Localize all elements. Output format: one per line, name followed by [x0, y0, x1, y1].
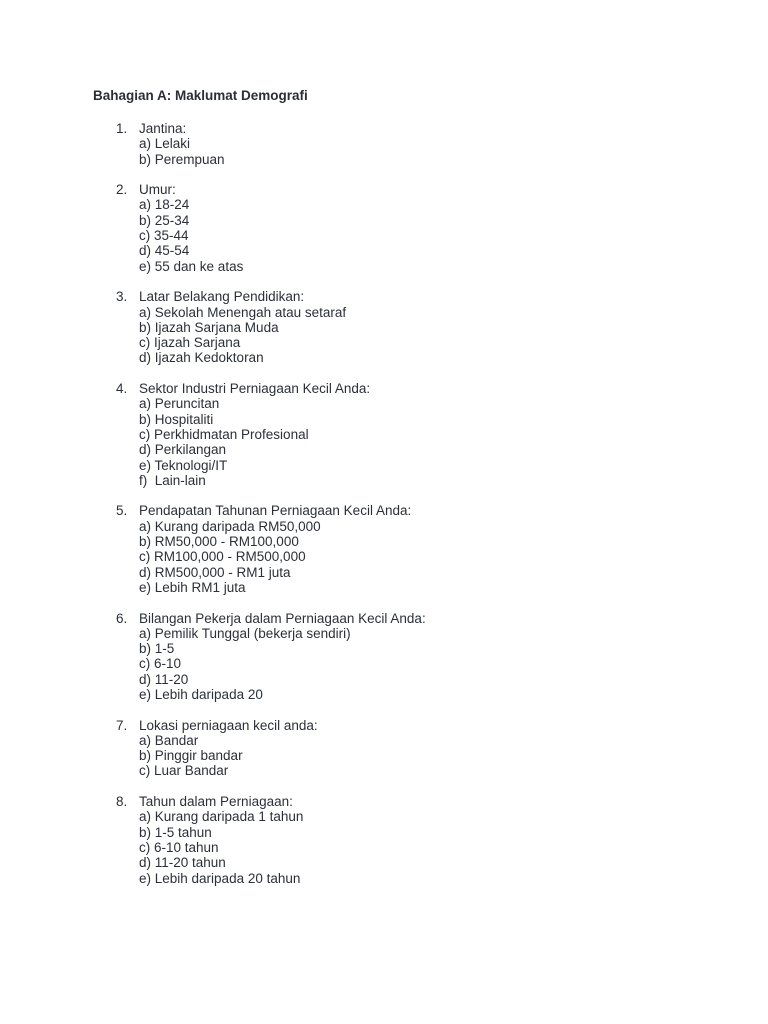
option-list: [139, 396, 768, 488]
question-list: [0, 121, 768, 901]
question-4: [0, 381, 768, 488]
option-item: d) 11-20 tahun: [139, 855, 226, 871]
option-item: b) Perempuan: [139, 151, 225, 167]
option-list: [139, 136, 768, 167]
option-item: a) Kurang daripada 1 tahun: [139, 809, 304, 825]
option-item: c) Perkhidmatan Profesional: [139, 426, 309, 442]
option-list: [139, 305, 768, 366]
option-item: e) 55 dan ke atas: [139, 258, 244, 274]
question-number: 1.: [116, 121, 128, 136]
question-1: [0, 121, 768, 167]
question-3: [0, 289, 768, 365]
question-text: Pendapatan Tahunan Perniagaan Kecil Anda:: [139, 503, 412, 519]
question-2: [0, 182, 768, 274]
question-number: 6.: [116, 610, 128, 626]
option-item: e) Lebih daripada 20: [139, 686, 263, 702]
option-item: e) Lebih RM1 juta: [139, 579, 246, 595]
option-item: b) Pinggir bandar: [139, 748, 243, 764]
option-item: e) Teknologi/IT: [139, 457, 228, 473]
option-item: c) 6-10: [139, 656, 182, 672]
question-text: Latar Belakang Pendidikan:: [139, 289, 305, 305]
option-item: a) Lelaki: [139, 136, 191, 152]
option-item: a) Kurang daripada RM50,000: [139, 518, 321, 534]
option-list: [139, 519, 768, 595]
option-item: f) Lain-lain: [139, 472, 206, 488]
option-item: c) RM100,000 - RM500,000: [139, 549, 306, 565]
question-text: Jantina:: [139, 121, 187, 136]
option-item: b) Ijazah Sarjana Muda: [139, 319, 279, 335]
section-heading: Bahagian A: Maklumat Demografi: [93, 88, 308, 103]
question-text: Sektor Industri Perniagaan Kecil Anda:: [139, 381, 371, 397]
question-number: 7.: [116, 717, 128, 733]
option-item: b) 1-5 tahun: [139, 824, 212, 840]
option-list: [139, 197, 768, 273]
option-item: a) Bandar: [139, 732, 199, 748]
question-7: [0, 718, 768, 779]
question-number: 5.: [116, 503, 128, 519]
option-item: d) 11-20: [139, 671, 189, 687]
question-number: 8.: [116, 794, 128, 810]
question-number: 2.: [116, 182, 128, 198]
option-list: [139, 626, 768, 702]
option-item: c) Luar Bandar: [139, 763, 229, 779]
option-item: a) Sekolah Menengah atau setaraf: [139, 304, 347, 320]
option-item: e) Lebih daripada 20 tahun: [139, 870, 301, 886]
option-item: d) 45-54: [139, 243, 190, 259]
question-6: [0, 611, 768, 703]
option-item: d) Perkilangan: [139, 442, 227, 458]
question-text: Tahun dalam Perniagaan:: [139, 794, 293, 810]
question-text: Lokasi perniagaan kecil anda:: [139, 717, 318, 733]
option-list: [139, 733, 768, 779]
option-item: c) 6-10 tahun: [139, 839, 219, 855]
option-item: a) Peruncitan: [139, 396, 220, 412]
option-item: c) Ijazah Sarjana: [139, 335, 241, 351]
option-item: a) Pemilik Tunggal (bekerja sendiri): [139, 625, 351, 641]
option-list: [139, 809, 768, 885]
option-item: b) 25-34: [139, 212, 190, 228]
question-number: 3.: [116, 289, 128, 305]
option-item: d) RM500,000 - RM1 juta: [139, 564, 291, 580]
option-item: b) RM50,000 - RM100,000: [139, 534, 299, 550]
question-number: 4.: [116, 381, 128, 397]
option-item: b) Hospitaliti: [139, 411, 214, 427]
question-text: Umur:: [139, 182, 176, 198]
question-5: [0, 503, 768, 595]
question-text: Bilangan Pekerja dalam Perniagaan Kecil Anda:: [139, 610, 426, 626]
question-8: [0, 794, 768, 886]
option-item: d) Ijazah Kedoktoran: [139, 350, 264, 366]
option-item: c) 35-44: [139, 228, 189, 244]
option-item: b) 1-5: [139, 641, 175, 657]
option-item: a) 18-24: [139, 197, 190, 213]
